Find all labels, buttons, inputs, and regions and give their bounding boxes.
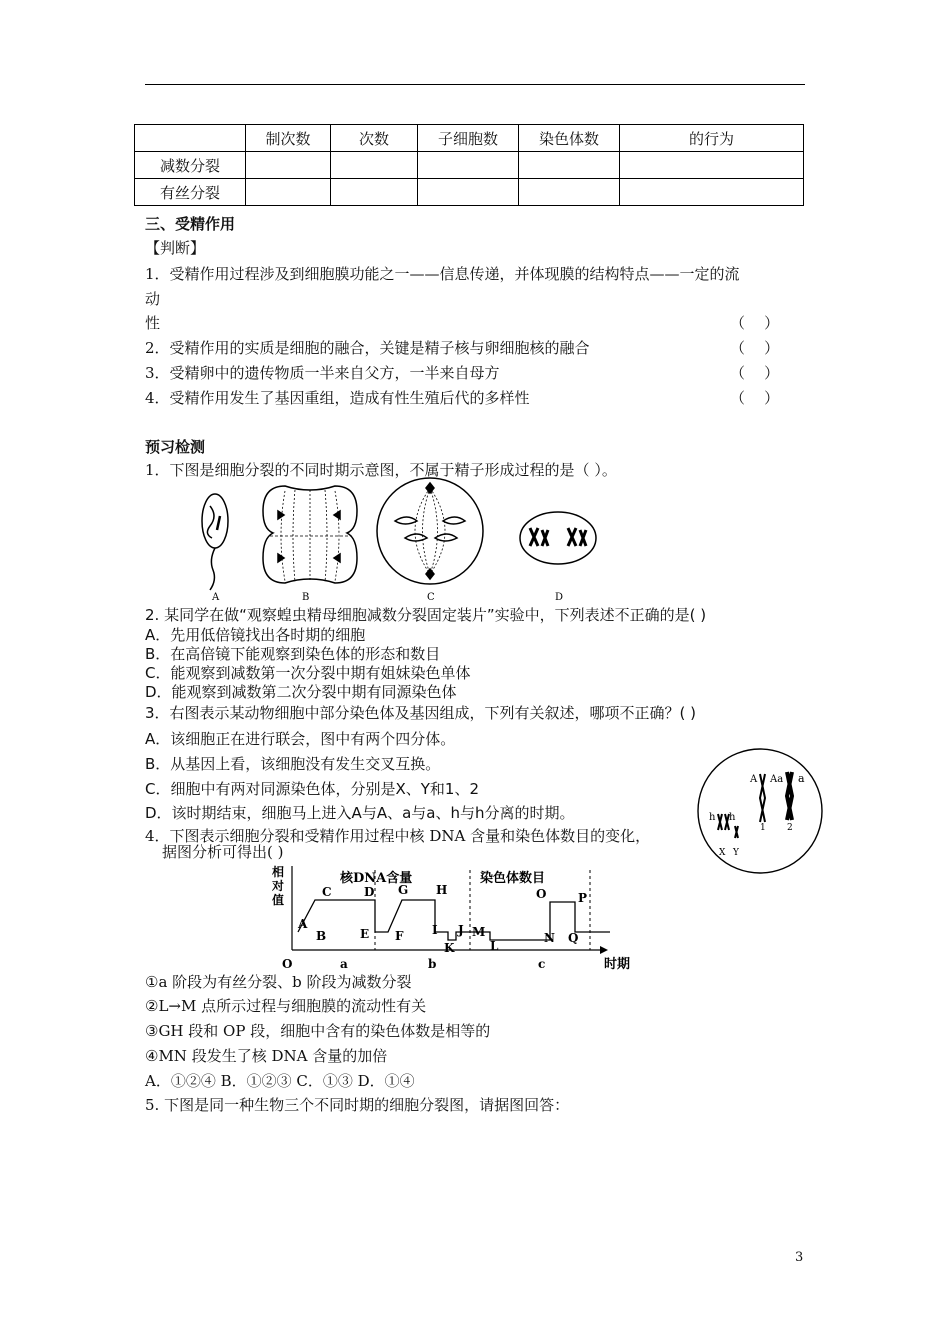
statement: ③GH 段和 OP 段，细胞中含有的染色体数是相等的 xyxy=(145,1022,491,1040)
axis-label: 时期 xyxy=(604,957,631,972)
chromosome-label: 2 xyxy=(787,823,793,833)
chart-origin-label: O xyxy=(282,957,293,971)
table-cell xyxy=(246,179,331,206)
chart-point-label: D xyxy=(364,885,375,899)
comparison-table xyxy=(134,124,804,206)
option: B．在高倍镜下能观察到染色体的形态和数目 xyxy=(145,645,441,663)
chromosome-figure xyxy=(692,748,828,874)
answer-paren[interactable]: （ ） xyxy=(730,364,780,382)
table-cell: 染色体数 xyxy=(519,125,620,152)
statement: ①a 阶段为有丝分裂、b 阶段为减数分裂 xyxy=(145,973,412,991)
statement: ②L→M 点所示过程与细胞膜的流动性有关 xyxy=(145,997,427,1015)
answer-paren[interactable]: （ ） xyxy=(730,389,780,407)
table-row xyxy=(135,179,804,206)
figure-label: B xyxy=(302,592,310,603)
gene-label: Aa xyxy=(770,774,784,785)
table-cell xyxy=(331,179,418,206)
chart-point-label: M xyxy=(472,925,486,939)
table-cell: 子细胞数 xyxy=(418,125,519,152)
table-cell: 减数分裂 xyxy=(135,152,246,179)
table-cell xyxy=(331,152,418,179)
judge-label: 【判断】 xyxy=(145,239,206,257)
figure-label: C xyxy=(427,592,435,603)
chart-point-label: F xyxy=(395,929,404,943)
judge-item-4: 4．受精作用发生了基因重组，造成有性生殖后代的多样性 xyxy=(145,389,530,407)
axis-label: 相 xyxy=(272,865,285,879)
chromosome-label: 1 xyxy=(760,823,766,833)
judge-item-1-cont: 动 xyxy=(145,290,161,308)
table-cell xyxy=(246,152,331,179)
cell-c-drawing xyxy=(377,478,483,584)
gene-label: h xyxy=(729,812,736,823)
answer-paren[interactable]: （ ） xyxy=(730,339,780,357)
table-cell: 有丝分裂 xyxy=(135,179,246,206)
section-title: 预习检测 xyxy=(145,438,206,456)
judge-item-2: 2．受精作用的实质是细胞的融合，关键是精子核与卵细胞核的融合 xyxy=(145,339,590,357)
dna-chromosome-chart xyxy=(270,862,650,980)
option: A．先用低倍镜找出各时期的细胞 xyxy=(145,626,366,644)
table-cell xyxy=(620,179,804,206)
question-4: 4．下图表示细胞分裂和受精作用过程中核 DNA 含量和染色体数目的变化， xyxy=(145,827,651,845)
option: C．能观察到减数第一次分裂中期有姐妹染色单体 xyxy=(145,664,471,682)
chart-segment-label: b xyxy=(428,957,437,971)
chart-point-label: E xyxy=(360,927,370,941)
table-cell xyxy=(418,152,519,179)
chart-point-label: N xyxy=(544,931,555,945)
chart-point-label: L xyxy=(490,939,499,953)
question-5: 5. 下图是同一种生物三个不同时期的细胞分裂图，请据图回答： xyxy=(145,1096,570,1114)
question-1: 1．下图是细胞分裂的不同时期示意图，不属于精子形成过程的是（ ）。 xyxy=(145,461,617,479)
table-cell: 的行为 xyxy=(620,125,804,152)
chart-segment-label: c xyxy=(538,957,546,971)
statement: ④MN 段发生了核 DNA 含量的加倍 xyxy=(145,1047,388,1065)
section-title: 三、受精作用 xyxy=(145,215,236,233)
question-3: 3．右图表示某动物细胞中部分染色体及基因组成，下列有关叙述，哪项不正确？( ) xyxy=(145,704,697,722)
table-cell xyxy=(418,179,519,206)
table-cell xyxy=(620,152,804,179)
header-rule xyxy=(145,84,805,85)
chart-point-label: I xyxy=(432,923,438,937)
chart-point-label: O xyxy=(536,887,547,901)
table-cell: 制次数 xyxy=(246,125,331,152)
chromosome-label: Y xyxy=(733,848,739,858)
table-cell xyxy=(135,125,246,152)
chart-point-label: G xyxy=(398,883,409,897)
cell-d-drawing xyxy=(520,512,596,564)
gene-label: a xyxy=(798,772,805,785)
question-4-cont: 据图分析可得出( ) xyxy=(162,843,284,861)
chart-point-label: Q xyxy=(568,931,579,945)
cell-b-drawing xyxy=(263,486,357,583)
table-header-row xyxy=(135,125,804,152)
table-row xyxy=(135,152,804,179)
chart-point-label: H xyxy=(436,883,448,897)
figure-label: D xyxy=(555,592,564,603)
judge-item-1-cont2: 性 xyxy=(145,314,161,332)
option: A．该细胞正在进行联会，图中有两个四分体。 xyxy=(145,730,456,748)
chart-label: 核DNA含量 xyxy=(340,871,413,886)
chart-point-label: P xyxy=(578,891,588,905)
option: C．细胞中有两对同源染色体，分别是X、Y和1、2 xyxy=(145,780,480,798)
figure-label: A xyxy=(212,592,220,603)
chart-point-label: A xyxy=(298,917,308,931)
cell-a-drawing xyxy=(202,494,228,590)
table-cell xyxy=(519,152,620,179)
gene-label: h xyxy=(709,812,716,823)
chart-segment-label: a xyxy=(340,957,348,971)
chart-point-label: J xyxy=(458,923,464,937)
table-cell: 次数 xyxy=(331,125,418,152)
chart-point-label: C xyxy=(322,885,332,899)
axis-label: 对 xyxy=(272,879,285,893)
choices: A．①②④ B．①②③ C．①③ D．①④ xyxy=(145,1072,415,1090)
judge-item-3: 3．受精卵中的遗传物质一半来自父方，一半来自母方 xyxy=(145,364,500,382)
option: D．该时期结束，细胞马上进入A与A、a与a、h与h分离的时期。 xyxy=(145,804,575,822)
chromosome-label: X xyxy=(719,848,726,858)
axis-label: 值 xyxy=(272,893,285,907)
chart-label: 染色体数目 xyxy=(480,871,546,886)
table-cell xyxy=(519,179,620,206)
answer-paren[interactable]: （ ） xyxy=(730,314,780,332)
gene-label: A xyxy=(750,774,758,785)
option: D．能观察到减数第二次分裂中期有同源染色体 xyxy=(145,683,457,701)
option: B．从基因上看，该细胞没有发生交叉互换。 xyxy=(145,755,441,773)
cell-division-figure xyxy=(190,476,610,606)
question-2: 2. 某同学在做“观察蝗虫精母细胞减数分裂固定装片”实验中，下列表述不正确的是( ) xyxy=(145,606,707,624)
judge-item-1: 1．受精作用过程涉及到细胞膜功能之一——信息传递，并体现膜的结构特点——一定的流 xyxy=(145,265,740,283)
chart-point-label: B xyxy=(316,929,327,943)
chart-point-label: K xyxy=(444,941,455,955)
page-number: 3 xyxy=(795,1250,804,1265)
